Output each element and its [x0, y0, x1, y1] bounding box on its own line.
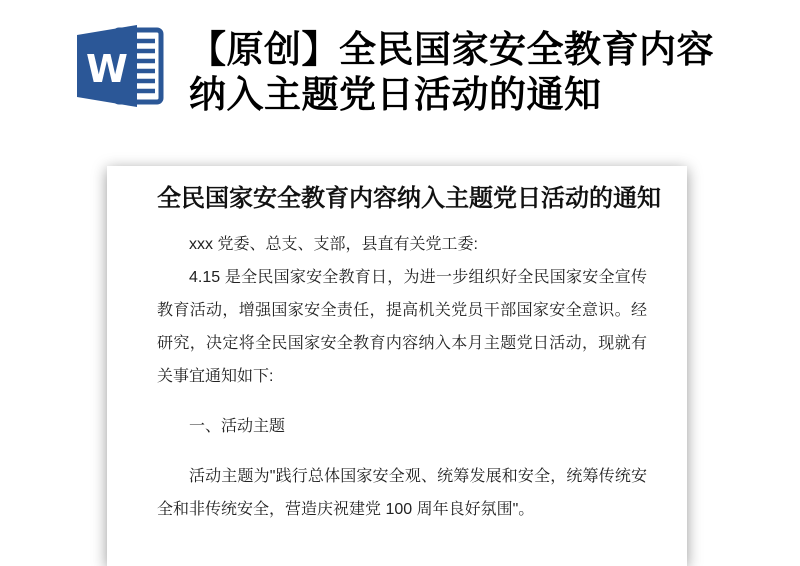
document-title: 全民国家安全教育内容纳入主题党日活动的通知 — [157, 185, 661, 212]
doc-paragraph-body: 4.15 是全民国家安全教育日，为进一步组织好全民国家安全宣传教育活动，增强国家安全责任，提高机关党员干部国家安全意识。经研究，决定将全民国家安全教育内容纳入本月主题党日活动，现就有关事宜通知如下: — [157, 269, 647, 385]
page-title-line-1: 【原创】全民国家安全教育内容 — [189, 29, 714, 70]
word-icon-letter: W — [86, 47, 128, 91]
doc-paragraph-salutation: xxx 党委、总支、支部，县直有关党工委: — [189, 236, 478, 253]
word-file-icon — [77, 25, 165, 107]
document-page — [107, 166, 687, 566]
doc-paragraph-body: 活动主题为"践行总体国家安全观、统筹发展和安全，统筹传统安全和非传统安全，营造庆祝建党 100 周年良好氛围"。 — [157, 468, 647, 518]
word-file-icon-svg — [77, 25, 165, 107]
page-title — [189, 27, 714, 117]
doc-paragraph-section-heading: 一、活动主题 — [189, 418, 286, 435]
document-header — [77, 25, 714, 117]
page-title-line-2: 纳入主题党日活动的通知 — [189, 74, 602, 115]
